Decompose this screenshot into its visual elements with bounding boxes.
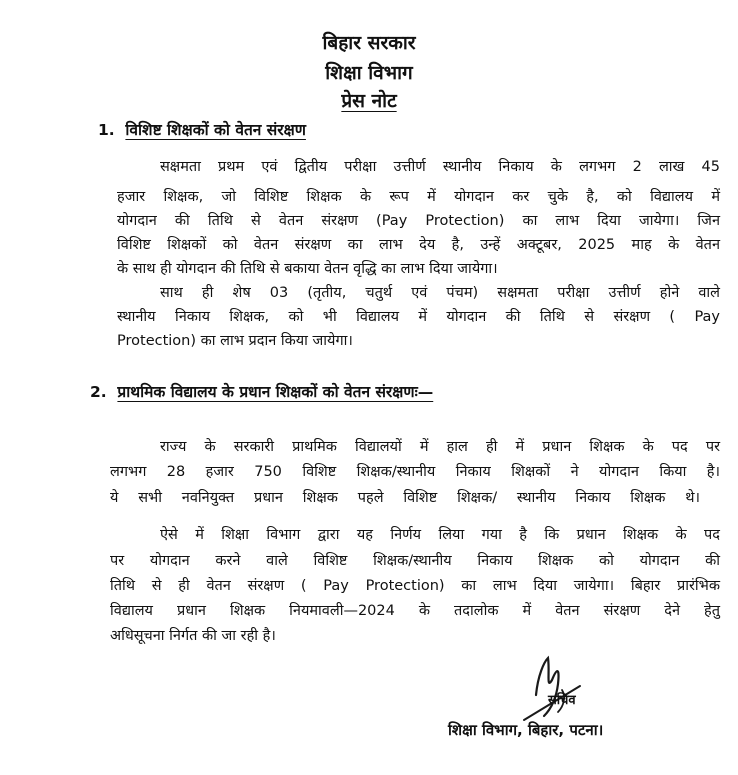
section-1-line: सक्षमता प्रथम एवं द्वितीय परीक्षा उत्तीर्ण स्थानीय निकाय के लगभग 2 लाख 45 (160, 159, 720, 175)
section-1-line: स्थानीय निकाय शिक्षक, को भी विद्यालय में योगदान की तिथि से संरक्षण ( Pay (117, 309, 720, 325)
section-1-heading (98, 118, 306, 140)
section-1-title: विशिष्ट शिक्षकों को वेतन संरक्षण (125, 121, 306, 139)
section-2-title: प्राथमिक विद्यालय के प्रधान शिक्षकों को वेतन संरक्षणः— (117, 383, 434, 401)
section-2-line: पर योगदान करने वाले विशिष्ट शिक्षक/स्थानीय निकाय शिक्षक को योगदान की (110, 553, 720, 569)
section-2-line: ऐसे में शिक्षा विभाग द्वारा यह निर्णय लिया गया है कि प्रधान शिक्षक के पद (160, 527, 720, 543)
section-2-number: 2. (90, 383, 107, 401)
section-1-line: योगदान की तिथि से वेतन संरक्षण (Pay Protection) का लाभ दिया जायेगा। जिन (117, 213, 720, 229)
section-1-line: साथ ही शेष 03 (तृतीय, चतुर्थ एवं पंचम) सक्षमता परीक्षा उत्तीर्ण होने वाले (160, 285, 720, 301)
section-2-line: लगभग 28 हजार 750 विशिष्ट शिक्षक/स्थानीय निकाय शिक्षकों ने योगदान किया है। (110, 464, 720, 480)
section-2-line: राज्य के सरकारी प्राथमिक विद्यालयों में हाल ही में प्रधान शिक्षक के पद पर (160, 439, 720, 455)
section-1-number: 1. (98, 121, 115, 139)
section-2-line: अधिसूचना निर्गत की जा रही है। (110, 628, 276, 644)
section-2-line: विद्यालय प्रधान शिक्षक नियमावली—2024 के तदालोक में वेतन संरक्षण देने हेतु (110, 603, 720, 619)
section-2-line: तिथि से ही वेतन संरक्षण ( Pay Protection) का लाभ दिया जायेगा। बिहार प्रारंभिक (110, 578, 720, 594)
signatory-office: शिक्षा विभाग, बिहार, पटना। (448, 721, 604, 739)
header-press-note: प्रेस नोट (341, 90, 397, 112)
section-2-line: ये सभी नवनियुक्त प्रधान शिक्षक पहले विशिष्ट शिक्षक/ स्थानीय निकाय शिक्षक थे। (110, 490, 700, 506)
section-1-line: विशिष्ट शिक्षकों को वेतन संरक्षण का लाभ देय है, उन्हें अक्टूबर, 2025 माह के वेतन (117, 237, 720, 253)
signatory-designation: सचिव (548, 693, 576, 708)
section-1-line: Protection) का लाभ प्रदान किया जायेगा। (117, 333, 353, 349)
section-2-heading (90, 380, 433, 402)
signature-scribble (506, 650, 596, 725)
header-department: शिक्षा विभाग (325, 62, 413, 84)
section-1-line: के साथ ही योगदान की तिथि से बकाया वेतन वृद्धि का लाभ दिया जायेगा। (117, 261, 498, 277)
header-government: बिहार सरकार (322, 32, 416, 54)
section-1-line: हजार शिक्षक, जो विशिष्ट शिक्षक के रूप में योगदान कर चुके है, को विद्यालय में (117, 189, 720, 205)
